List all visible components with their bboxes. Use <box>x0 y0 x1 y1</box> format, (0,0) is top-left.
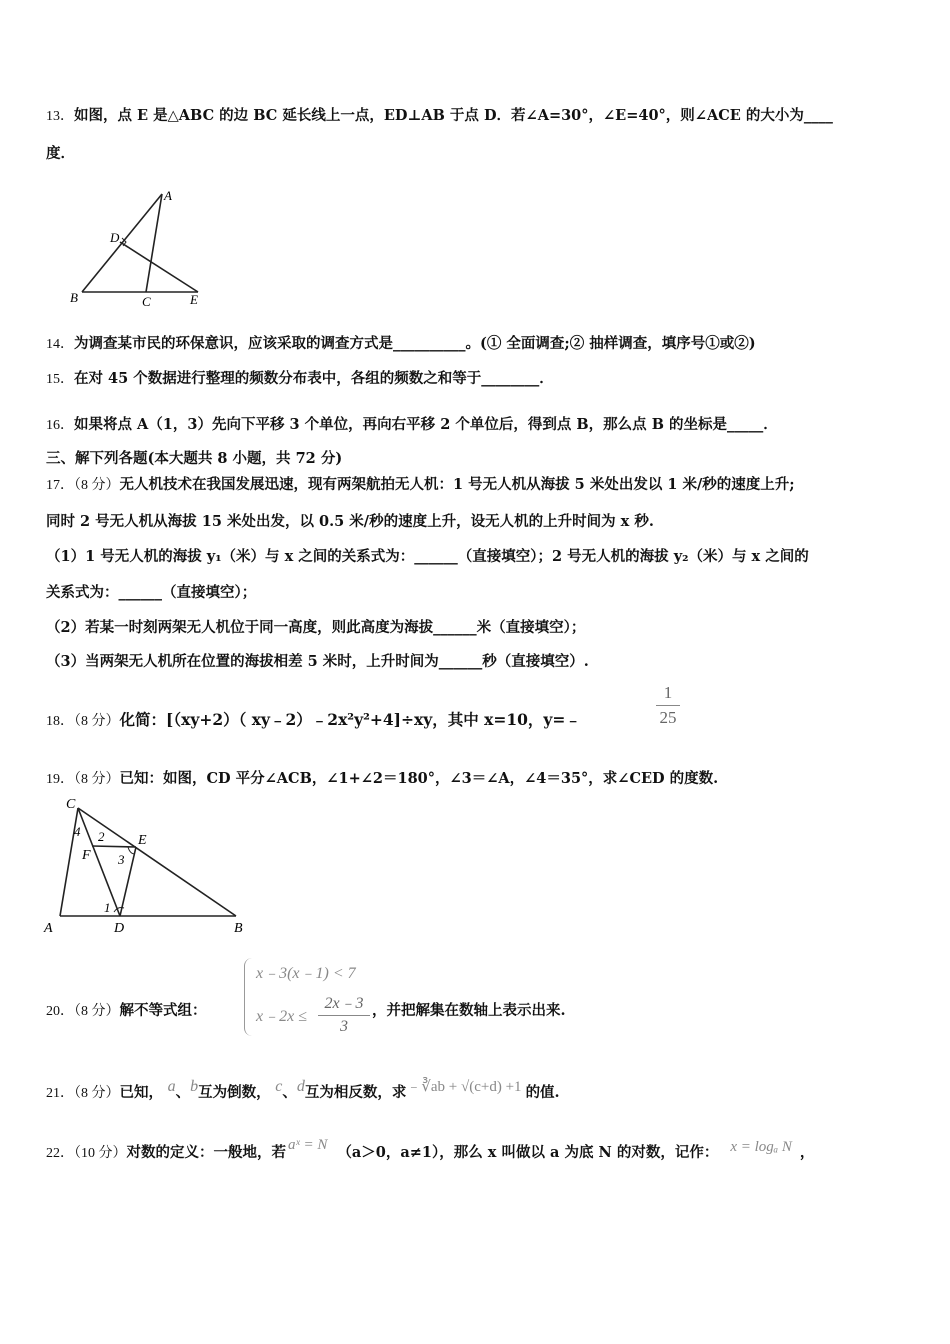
q13-line <box>46 104 833 125</box>
q14-line <box>46 332 756 353</box>
q20-frac-denominator: 3 <box>340 1018 348 1035</box>
q13-number: 13． <box>46 109 74 124</box>
q19-label-c: C <box>66 797 76 812</box>
q19-side-cb <box>78 808 236 916</box>
q22-text-1: 对数的定义：一般地，若 <box>126 1144 286 1161</box>
q21-var-a: a <box>167 1078 176 1095</box>
section-3-heading: 三、解下列各题(本大题共 8 小题，共 72 分) <box>46 450 343 467</box>
q22-equation-1: aˣ = N <box>288 1137 328 1153</box>
q20-system-brace <box>244 958 253 1036</box>
q13-label-e: E <box>190 292 198 307</box>
q21-text-4: 的值. <box>525 1084 560 1101</box>
q13-label-c: C <box>142 294 151 309</box>
q18-score: （8 分） <box>74 714 120 729</box>
q19-label-2: 2 <box>98 829 105 844</box>
q22-text-3: ， <box>799 1144 815 1161</box>
q20-score: （8 分） <box>74 1004 120 1019</box>
q17-line-1 <box>46 473 795 494</box>
q19-label-d: D <box>114 921 125 936</box>
q18-number: 18． <box>46 714 74 729</box>
q16-line <box>46 413 778 434</box>
q18-fraction <box>656 683 680 728</box>
q20-tail: ，并把解集在数轴上表示出来. <box>372 1002 566 1019</box>
q19-label-3: 3 <box>118 852 125 867</box>
q20-frac-bar <box>318 1015 370 1016</box>
q17-part1-a: （1）1 号无人机的海拔 y₁（米）与 x 之间的关系式为：______（直接填空）；2 号无人机的海拔 y₂（米）与 x 之间的 <box>46 548 809 565</box>
q18-line <box>46 708 581 730</box>
q21-expression: ﹣∛ab + √(c+d) +1 <box>406 1079 522 1095</box>
q17-text-1: 无人机技术在我国发展迅速，现有两架航拍无人机：1 号无人机从海拔 5 米处出发以 1 米/秒的速度上升; <box>119 476 795 493</box>
q19-number: 19． <box>46 772 74 787</box>
q20-line <box>46 999 207 1020</box>
q20-inequality-1: x﹣3(x﹣1) < 7 <box>256 965 356 982</box>
q20-text: 解不等式组： <box>119 1002 207 1019</box>
q15-number: 15． <box>46 372 74 387</box>
q16-text: 如果将点 A（1，3）先向下平移 3 个单位，再向右平移 2 个单位后，得到点 B，那么点 B 的坐标是_____． <box>74 416 778 433</box>
q15-line <box>46 367 554 388</box>
q18-frac-numerator: 1 <box>663 683 673 702</box>
q19-figure <box>40 792 260 942</box>
q21-text-1: 已知， <box>119 1084 163 1101</box>
q17-part3: （3）当两架无人机所在位置的海拔相差 5 米时，上升时间为______秒（直接填空）. <box>46 653 589 670</box>
q16-number: 16． <box>46 418 74 433</box>
q18-text: 化简：[（xy+2）（ xy﹣2）﹣2x²y²+4]÷xy，其中 x=10，y=﹣ <box>119 710 581 729</box>
q20-inequality-2-left: x﹣2x ≤ <box>256 1008 307 1025</box>
q14-text: 为调查某市民的环保意识，应该采取的调查方式是__________。(① 全面调查;② 抽样调查，填序号①或②) <box>74 335 756 352</box>
q22-text-2: （a＞0，a≠1），那么 x 叫做以 a 为底 N 的对数，记作： <box>337 1144 719 1161</box>
q21-sep-2: 、 <box>282 1084 297 1101</box>
q21-score: （8 分） <box>74 1086 120 1101</box>
q13-continuation: 度． <box>46 145 75 162</box>
q13-text: 如图，点 E 是△ABC 的边 BC 延长线上一点，ED⊥AB 于点 D．若∠A=30°，∠E=40°，则∠ACE 的大小为____ <box>74 107 833 124</box>
q21-text-2: 互为倒数， <box>198 1084 271 1101</box>
q13-label-b: B <box>70 290 78 305</box>
q21-var-d: d <box>296 1078 305 1095</box>
q13-side-ac <box>146 194 162 292</box>
q19-line-fe <box>92 846 136 847</box>
q19-score: （8 分） <box>74 772 120 787</box>
q21-line <box>46 1078 560 1102</box>
q21-number: 21． <box>46 1086 74 1101</box>
q13-label-a: A <box>164 188 172 203</box>
q21-sep-1: 、 <box>175 1084 191 1101</box>
q13-figure <box>60 180 220 310</box>
q17-score: （8 分） <box>74 478 120 493</box>
q22-equation-2: x = logₐ N <box>730 1139 792 1155</box>
q14-number: 14． <box>46 337 74 352</box>
q20-frac-numerator: 2x﹣3 <box>324 995 364 1012</box>
q19-line <box>46 767 718 788</box>
q17-part1-b: 关系式为：______（直接填空）； <box>46 584 257 601</box>
q19-label-f: F <box>82 848 91 863</box>
q19-label-e: E <box>138 833 147 848</box>
q18-frac-denominator: 25 <box>659 708 677 727</box>
q21-text-3: 互为相反数，求 <box>304 1084 407 1101</box>
q13-side-de <box>120 242 198 292</box>
q17-part2: （2）若某一时刻两架无人机位于同一高度，则此高度为海拔______米（直接填空）； <box>46 619 586 636</box>
q21-var-b: b <box>190 1078 199 1095</box>
q22-number: 22． <box>46 1146 74 1161</box>
q15-text: 在对 45 个数据进行整理的频数分布表中，各组的频数之和等于________． <box>74 370 554 387</box>
q13-label-d: D <box>110 230 120 245</box>
q22-score: （10 分） <box>74 1146 127 1161</box>
q22-line <box>46 1137 815 1162</box>
q19-label-4: 4 <box>74 824 81 839</box>
q19-label-1: 1 <box>104 900 111 915</box>
q20-number: 20． <box>46 1004 74 1019</box>
q17-text-2: 同时 2 号无人机从海拔 15 米处出发，以 0.5 米/秒的速度上升，设无人机的上升时间为 x 秒. <box>46 513 654 530</box>
q19-text: 已知：如图，CD 平分∠ACB，∠1+∠2＝180°，∠3＝∠A，∠4＝35°，求∠CED 的度数. <box>119 770 719 787</box>
q19-label-a: A <box>44 921 53 936</box>
q18-frac-bar <box>656 705 680 706</box>
q21-var-c: c <box>275 1078 283 1095</box>
q20-fraction <box>318 990 370 1036</box>
q17-number: 17． <box>46 478 74 493</box>
q19-label-b: B <box>234 921 243 936</box>
